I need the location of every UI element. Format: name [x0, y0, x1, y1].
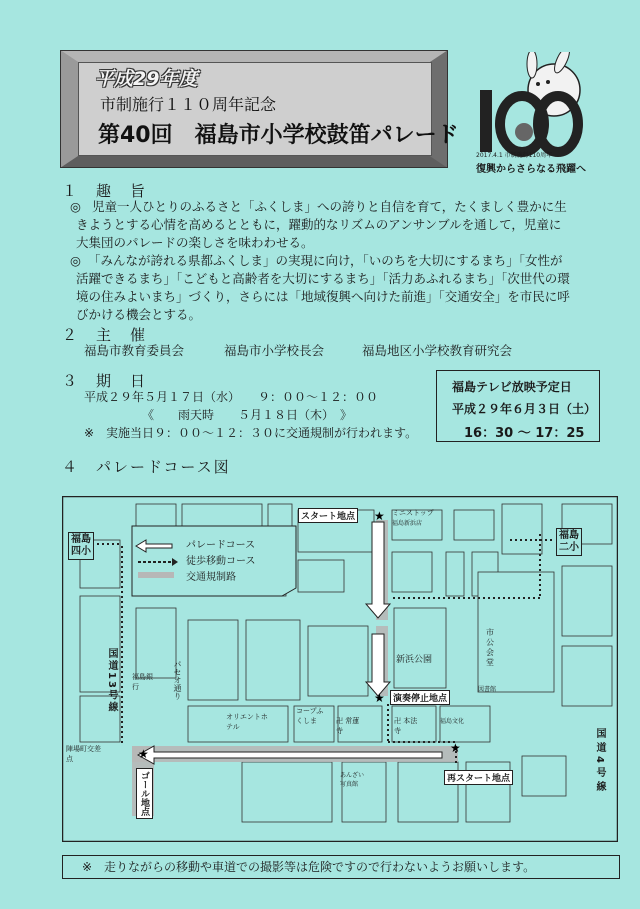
coop-label: コープふくしま [296, 707, 324, 725]
section2-heading: ２ 主 催 [62, 326, 148, 344]
library-label: 図書館 [478, 686, 497, 693]
hotel-label: オリエントホテル [226, 713, 268, 731]
organizer-3: 福島地区小学校教育研究会 [362, 343, 513, 358]
organizer-2: 福島市小学校長会 [224, 343, 325, 358]
school4-label [68, 532, 94, 560]
footer-note: ※ 走りながらの移動や車道での撮影等は危険ですので行わないようお願いします。 [82, 860, 536, 874]
goal-point-label: ゴール地点 [136, 768, 153, 819]
bullet-1: ◎ [70, 199, 81, 214]
purpose-1-line2: きようとする心情を高めるとともに，躍動的なリズムのアンサンブルを通して，児童に [76, 217, 562, 232]
temple2-label: 卍 本法寺 [394, 717, 418, 735]
title-subtitle: 市制施行１１０周年記念 [100, 95, 277, 114]
page-title: 第40回 福島市小学校鼓笛パレード [98, 123, 459, 148]
svg-text:★: ★ [374, 509, 385, 523]
bullet-2: ◎ [70, 253, 81, 268]
school4-label-line1: 福島 [71, 534, 91, 545]
bank-label: 福島銀行 [132, 673, 153, 691]
tv-time: 16：30 ～ 17：25 [464, 426, 585, 441]
tv-title: 福島テレビ放映予定日 [452, 380, 572, 394]
school2-label-line1: 福島 [559, 530, 579, 541]
organizer-1: 福島市教育委員会 [84, 343, 185, 358]
stop-point-label: 演奏停止地点 [390, 690, 450, 705]
legend-course: パレードコース [186, 540, 256, 551]
purpose-1-line3: 大集団のパレードの楽しさを味わわせる。 [76, 235, 314, 250]
rain-date: 《 雨天時 ５月１８日（木） 》 [142, 408, 353, 422]
svg-text:★: ★ [138, 747, 149, 761]
section3-heading: ３ 期 日 [62, 372, 148, 390]
section4-heading: ４ パレードコース図 [62, 458, 231, 476]
svg-text:★: ★ [450, 741, 461, 755]
purpose-2-line3: 境の住みよいまち」づくり，さらには「地域復興へ向けた前進」「交通安全」を市民に呼 [76, 289, 570, 304]
ministop-label: ミニストップ [392, 509, 434, 517]
start-point-label: スタート地点 [298, 508, 358, 523]
section1-heading: １ 趣 旨 [62, 182, 148, 200]
ministop-sub-label: 福島新浜店 [392, 520, 423, 527]
legend-traffic: 交通規制路 [186, 572, 236, 583]
park-label: 新浜公園 [396, 655, 433, 665]
temple1-label: 卍 常蓮寺 [336, 717, 360, 735]
restart-point-label: 再スタート地点 [444, 770, 513, 785]
event-date: 平成２９年５月１７日（水） ９：００～１２：００ [84, 390, 379, 404]
purpose-2-line2: 活躍できるまち」「こどもと高齢者を大切にするまち」「活力あふれるまち」「次世代の環 [76, 271, 570, 286]
traffic-note: ※ 実施当日９：００～１２：３０に交通規制が行われます。 [84, 426, 418, 440]
svg-text:★: ★ [374, 691, 385, 705]
route13-label: 国道13号線 [106, 648, 117, 714]
logo-slogan: 復興からさらなる飛躍へ [476, 164, 586, 175]
school4-label-line2: 四小 [71, 546, 91, 557]
crossing-label: 陣場町交差点 [66, 745, 101, 763]
logo-caption: 2017.4.1 市制施行110周年 [476, 152, 553, 159]
culture-label: 福島文化 [440, 718, 465, 725]
tv-date: 平成２９年６月３日（土） [452, 402, 597, 416]
purpose-1-line1: 児童一人ひとりのふるさと「ふくしま」への誇りと自信を育て，たくましく豊かに生 [92, 199, 567, 214]
city-hall-label: 市 公 会 堂 [486, 628, 494, 667]
route4-label: 国道4号線 [594, 728, 605, 795]
purpose-2-line4: びかける機会とする。 [76, 307, 202, 322]
school2-label [556, 528, 582, 556]
purpose-2-line1: 「みんなが誇れる県都ふくしま」の実現に向け，「いのちを大切にするまち」「女性が [88, 253, 563, 268]
legend-walk: 徒歩移動コース [186, 556, 256, 567]
title-year: 平成29年度 [95, 68, 198, 90]
paseo-label: パセオ通り [173, 660, 182, 700]
photo-studio-label: あんざい写真館 [340, 772, 365, 788]
school2-label-line2: 二小 [559, 542, 579, 553]
